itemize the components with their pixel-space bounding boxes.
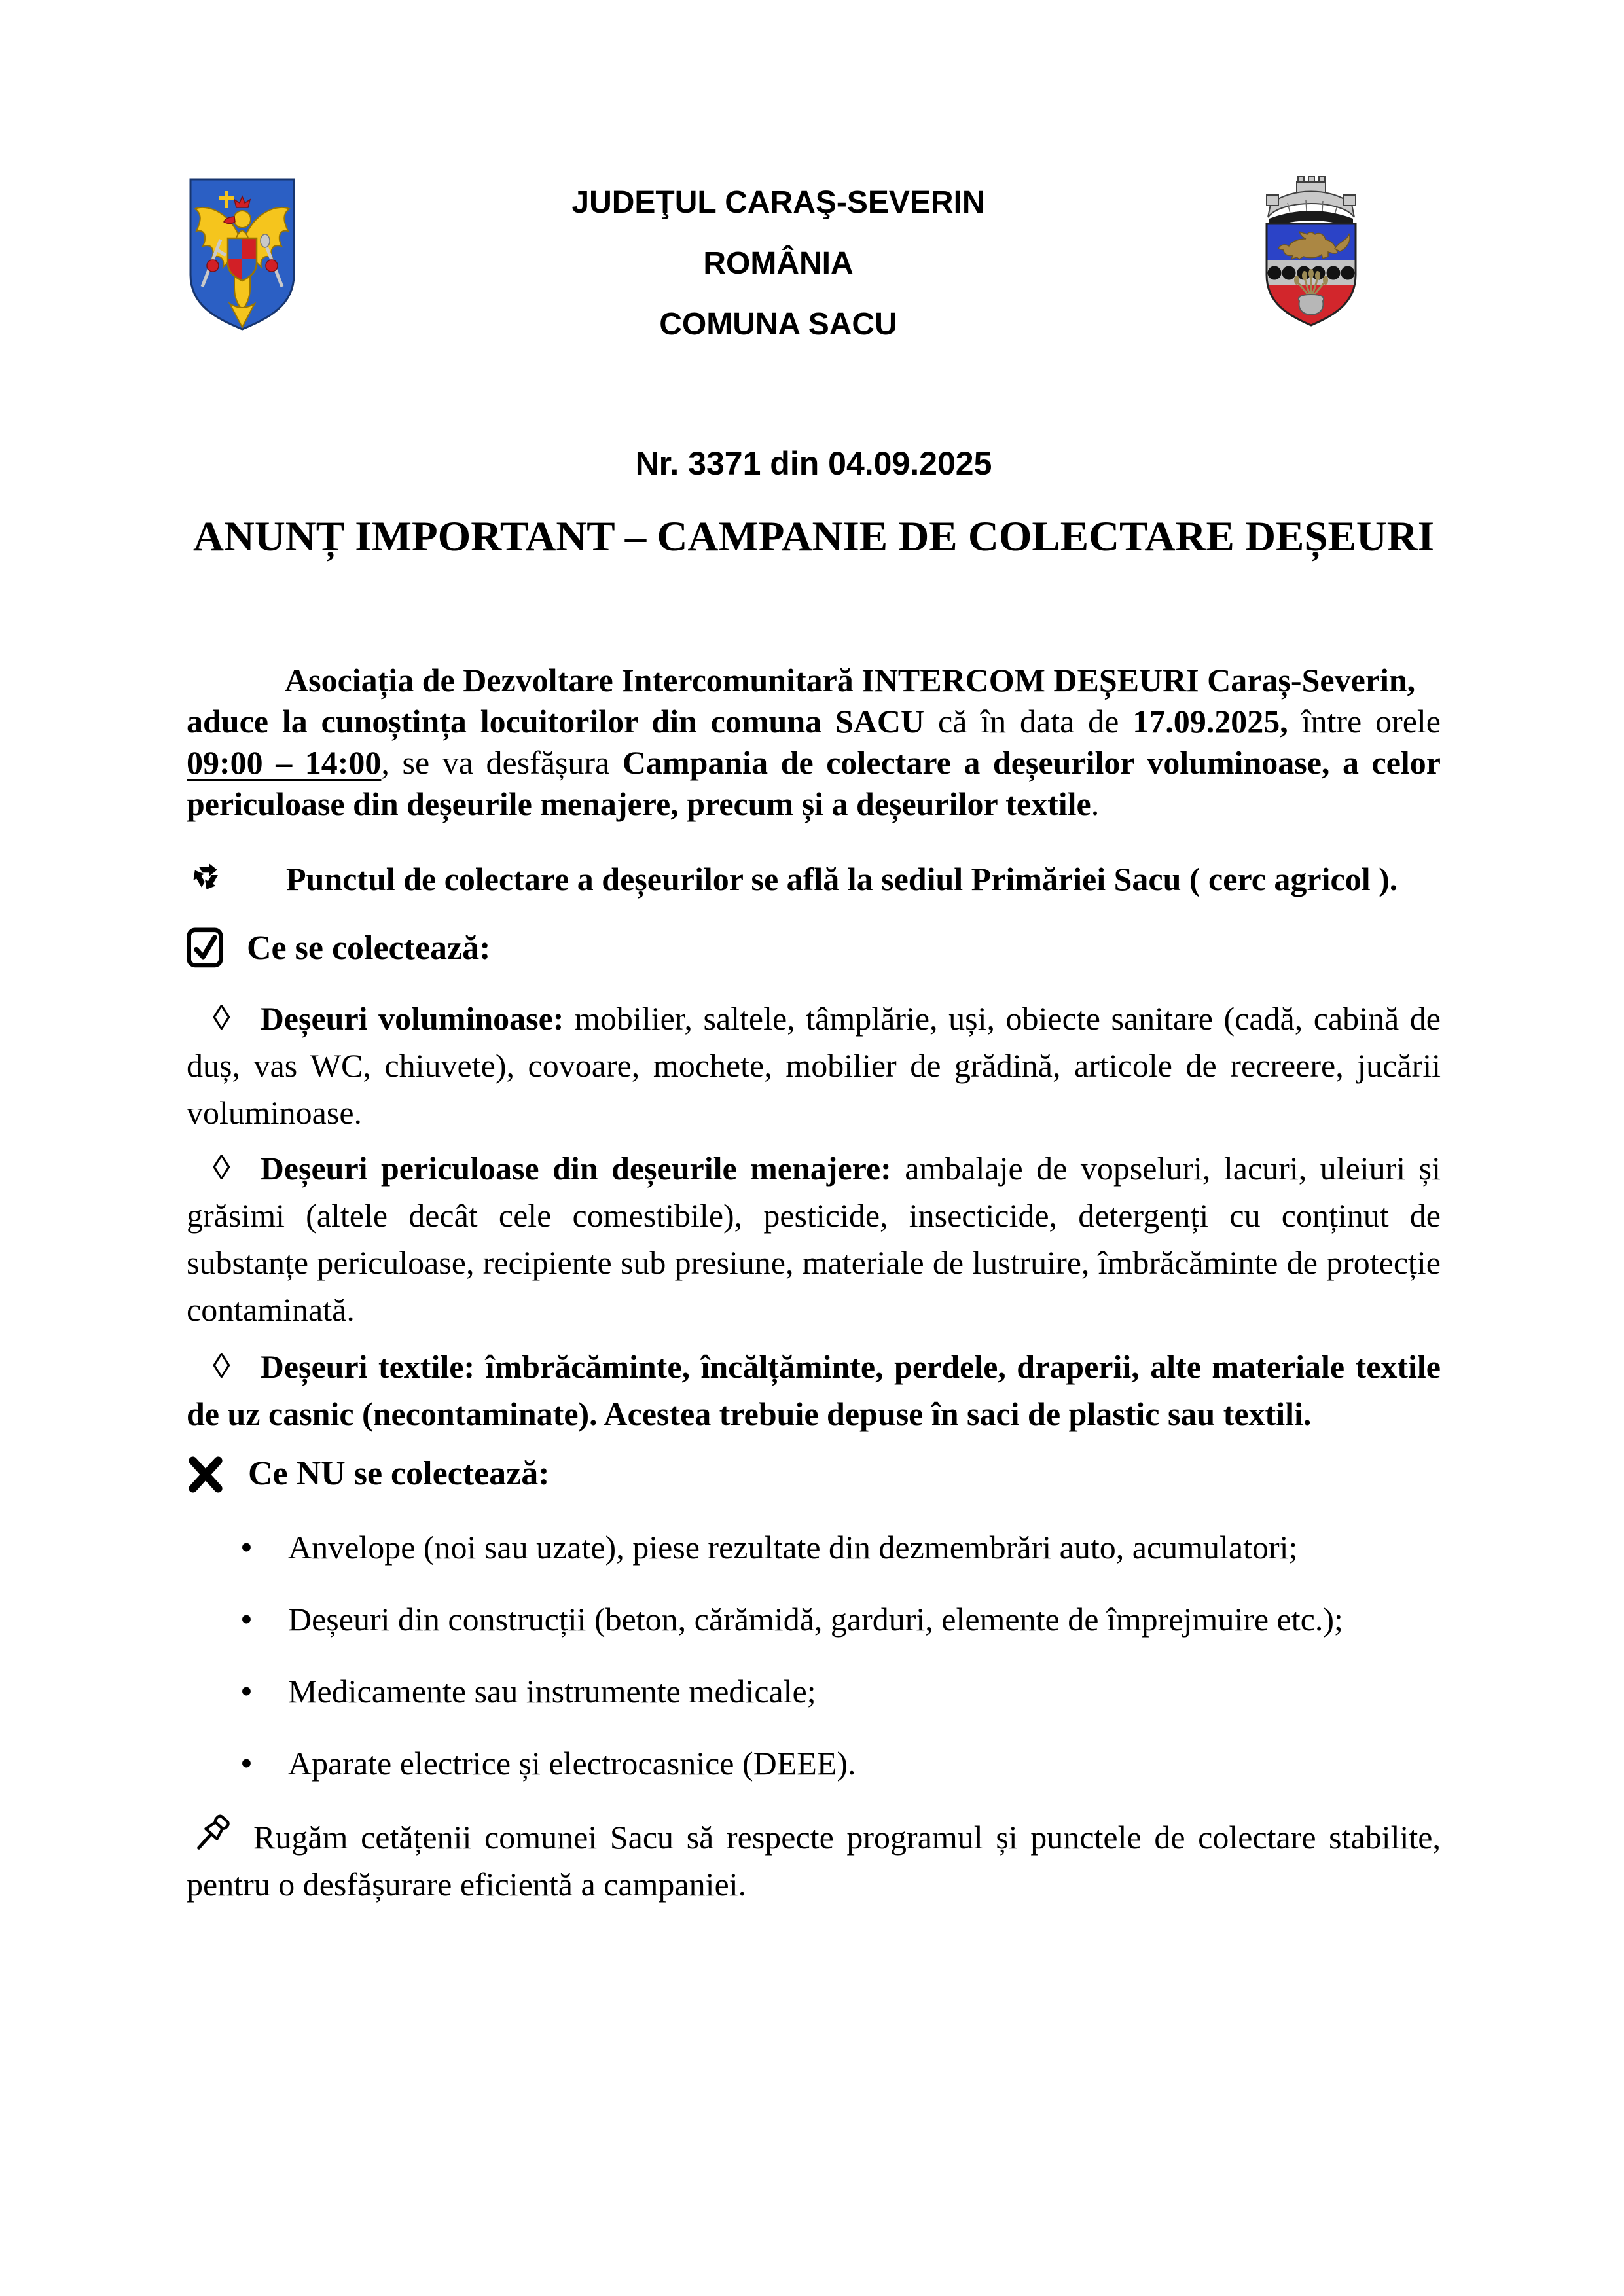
list-item-text: Anvelope (noi sau uzate), piese rezultate din dezmembrări auto, acumulatori; [288, 1529, 1298, 1566]
intro-text-4: . [1091, 785, 1100, 822]
collect-item-voluminoase [187, 994, 1441, 1136]
diamond-bullet-icon: ◊ [213, 1346, 230, 1386]
list-item [187, 1668, 1441, 1715]
collect-item-periculoase [187, 1144, 1441, 1333]
collect-item-lead: Deșeuri voluminoase: [260, 1000, 564, 1037]
list-item [187, 1524, 1441, 1571]
campaign-description: Campania de colectare a deșeurilor voluminoase, a celor periculoase din deșeurile menajere, precum și a deșeurilor textile [187, 744, 1441, 822]
checkbox-icon [187, 925, 223, 968]
list-item-text: Medicamente sau instrumente medicale; [288, 1673, 816, 1710]
bullet-icon: • [240, 1744, 253, 1783]
page-title: ANUNȚ IMPORTANT – CAMPANIE DE COLECTARE DEȘEURI [192, 513, 1435, 560]
collect-heading-text: Ce se colectează: [247, 929, 491, 967]
closing-note-paragraph [187, 1812, 1441, 1908]
announce-lead: aduce la cunoștința locuitorilor din comuna SACU [187, 703, 925, 740]
association-name: Asociația de Dezvoltare Intercomunitară INTERCOM DEȘEURI Caraș-Severin, [285, 662, 1416, 698]
closing-note-text: Rugăm cetățenii comunei Sacu să respecte programul și punctele de colectare stabilite, pentru o desfășurare eficientă a campaniei. [187, 1819, 1441, 1903]
section-heading-not-collect [187, 1450, 1441, 1498]
collect-item-lead: Deșeuri periculoase din deșeurile menajere: [260, 1150, 892, 1187]
romania-coat-of-arms-icon [187, 175, 298, 332]
campaign-hours: 09:00 – 14:00 [187, 744, 382, 781]
collect-item-text: mobilier, saltele, tâmplărie, uși, obiecte sanitare (cadă, cabină de duș, vas WC, chiuvete), covoare, mochete, mobilier de grădină, articole de recreere, jucării voluminoase. [187, 1000, 1441, 1131]
list-item-text: Aparate electrice și electrocasnice (DEEE). [288, 1745, 856, 1782]
commune-name: COMUNA SACU [659, 307, 897, 342]
collect-item-text: îmbrăcăminte, încălțăminte, perdele, draperii, alte materiale textile de uz casnic (necontaminate). Acestea trebuie depuse în saci de plastic sau textili. [187, 1348, 1441, 1432]
section-heading-collect [187, 925, 1441, 972]
diamond-bullet-icon: ◊ [213, 998, 230, 1037]
collection-point-paragraph [187, 853, 1441, 903]
collect-item-textile [187, 1342, 1441, 1437]
bullet-icon: • [240, 1528, 253, 1567]
list-item [187, 1596, 1441, 1643]
bullet-icon: • [240, 1600, 253, 1639]
country-name: ROMÂNIA [703, 246, 854, 281]
cross-icon [187, 1456, 225, 1494]
not-collect-list [187, 1524, 1441, 1787]
intro-text-2: între orele [1288, 703, 1441, 740]
diamond-bullet-icon: ◊ [213, 1148, 230, 1187]
collect-item-text: ambalaje de vopseluri, lacuri, uleiuri și grăsimi (altele decât cele comestibile), pesticide, insecticide, detergenți cu conținut de substanțe periculoase, recipiente sub presiune, materiale de lustruire, îmbrăcăminte de protecție contaminată. [187, 1150, 1441, 1328]
registration-number: Nr. 3371 din 04.09.2025 [635, 445, 992, 482]
intro-text-1: că în data de [924, 703, 1133, 740]
collection-point-text: Punctul de colectare a deșeurilor se află la sediul Primăriei Sacu ( cerc agricol ). [286, 861, 1398, 897]
not-collect-heading-text: Ce NU se colectează: [248, 1455, 550, 1492]
collect-item-lead: Deșeuri textile: [260, 1348, 475, 1385]
pushpin-icon [187, 1812, 234, 1859]
list-item-text: Deșeuri din construcții (beton, cărămidă, garduri, elemente de împrejmuire etc.); [288, 1601, 1343, 1638]
intro-text-3: , se va desfășura [381, 744, 623, 781]
recycle-icon [187, 853, 226, 898]
sacu-coat-of-arms-icon [1259, 175, 1363, 329]
letterhead [187, 175, 1441, 367]
intro-paragraph [187, 660, 1441, 825]
county-name: JUDEŢUL CARAŞ-SEVERIN [571, 185, 985, 220]
bullet-icon: • [240, 1672, 253, 1711]
campaign-date: 17.09.2025, [1132, 703, 1288, 740]
letterhead-text [571, 185, 984, 367]
list-item [187, 1740, 1441, 1787]
